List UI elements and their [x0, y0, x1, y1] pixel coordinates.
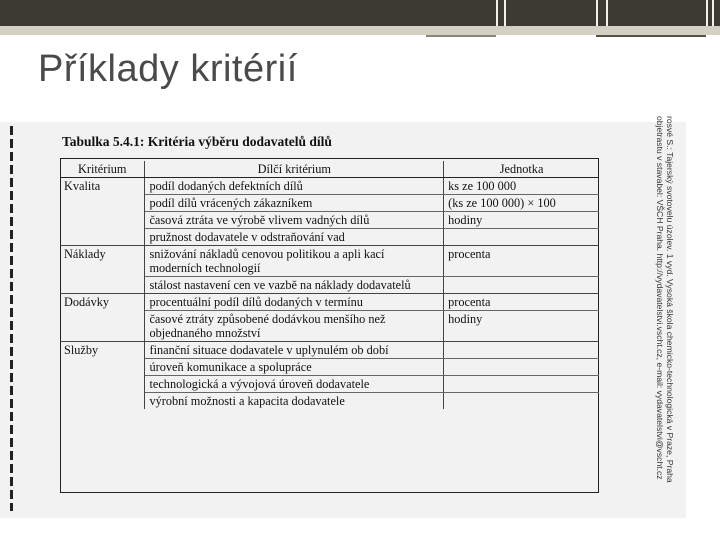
bar-divider [496, 0, 498, 26]
unit-cell [444, 376, 599, 393]
table-header-row [60, 161, 599, 178]
subcriterion-cell: snižování nákladů cenovou politikou a apli kací moderních technologií [145, 246, 444, 277]
accent-tick [426, 35, 496, 37]
top-decorative-bar [0, 0, 720, 26]
unit-cell: procenta [444, 246, 599, 277]
criteria-table [60, 161, 599, 409]
bar-divider [606, 0, 608, 26]
criterion-cell: Kvalita [60, 178, 145, 246]
bar-divider [504, 0, 506, 26]
subcriterion-cell: finanční situace dodavatele v uplynulém ob dobí [145, 342, 444, 359]
page-edge-marks [10, 126, 13, 511]
unit-cell: hodiny [444, 212, 599, 229]
unit-cell [444, 229, 599, 246]
unit-cell [444, 342, 599, 359]
unit-cell [444, 359, 599, 376]
header-criterion: Kritérium [60, 161, 145, 178]
bar-divider [706, 0, 708, 26]
unit-cell [444, 393, 599, 410]
subcriterion-cell: pružnost dodavatele v odstraňování vad [145, 229, 444, 246]
header-unit: Jednotka [444, 161, 599, 178]
bar-divider [712, 0, 714, 26]
unit-cell [444, 277, 599, 294]
table-caption: Tabulka 5.4.1: Kritéria výběru dodavatelů dílů [62, 134, 332, 149]
table-row [60, 294, 599, 311]
page-title: Příklady kritérií [38, 48, 298, 90]
unit-cell: ks ze 100 000 [444, 178, 599, 195]
bar-divider [596, 0, 598, 26]
unit-cell: (ks ze 100 000) × 100 [444, 195, 599, 212]
table-row [60, 246, 599, 277]
subcriterion-cell: stálost nastavení cen ve vazbě na náklady dodavatelů [145, 277, 444, 294]
criterion-cell: Dodávky [60, 294, 145, 342]
subcriterion-cell: úroveň komunikace a spolupráce [145, 359, 444, 376]
citation-line-1: rosvé S.: Tajerský svotovelu úzolev. 1 vyd. Vysoká škola chemicko-technologická v Praze, Praha [665, 116, 675, 483]
top-accent-bar [0, 26, 720, 35]
accent-tick [596, 35, 706, 37]
subcriterion-cell: procentuální podíl dílů dodaných v termínu [145, 294, 444, 311]
subcriterion-cell: časová ztráta ve výrobě vlivem vadných dílů [145, 212, 444, 229]
criterion-cell: Náklady [60, 246, 145, 294]
subcriterion-cell: podíl dodaných defektních dílů [145, 178, 444, 195]
criterion-cell: Služby [60, 342, 145, 410]
table-row [60, 342, 599, 359]
table-row [60, 178, 599, 195]
source-citation [655, 116, 675, 520]
unit-cell: hodiny [444, 311, 599, 342]
header-subcriterion: Dílčí kritérium [145, 161, 444, 178]
subcriterion-cell: výrobní možnosti a kapacita dodavatele [145, 393, 444, 410]
citation-line-2: objetrastu v stavabel: VŠCH Praha. http://vydavatelstvi.vscht.cz, e-mail: vydavatelstvi@vscht.cz [655, 116, 665, 480]
subcriterion-cell: časové ztráty způsobené dodávkou menšího než objednaného množství [145, 311, 444, 342]
subcriterion-cell: technologická a vývojová úroveň dodavatele [145, 376, 444, 393]
unit-cell: procenta [444, 294, 599, 311]
subcriterion-cell: podíl dílů vrácených zákazníkem [145, 195, 444, 212]
